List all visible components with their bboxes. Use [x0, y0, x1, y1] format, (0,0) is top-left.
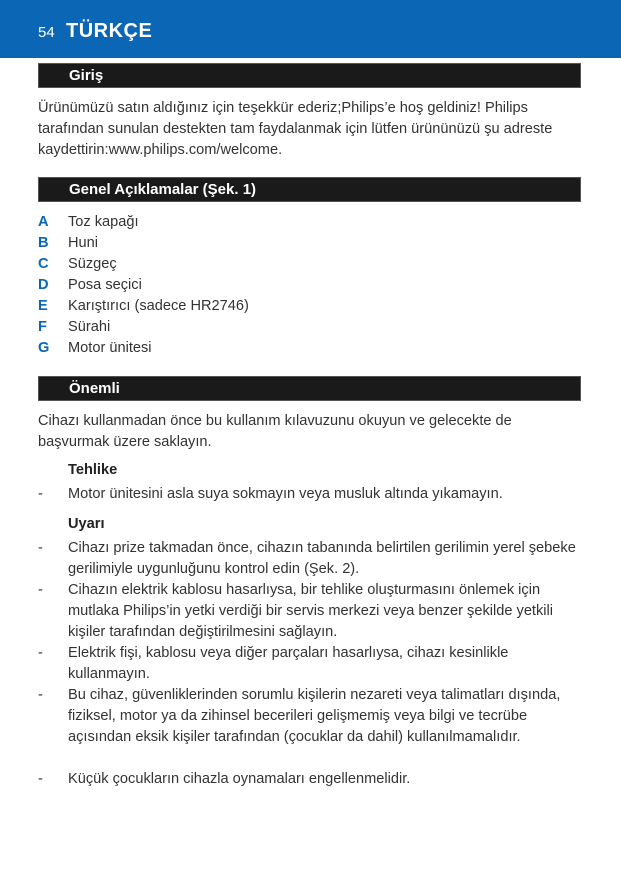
- section-bar-intro: [38, 63, 581, 88]
- section-title-overview: Genel Açıklamalar (Şek. 1): [69, 181, 257, 198]
- item-letter: A: [38, 214, 49, 230]
- page-number: 54: [38, 24, 55, 41]
- warning-heading: Uyarı: [68, 516, 105, 532]
- language-title: TÜRKÇE: [66, 20, 153, 42]
- danger-heading: Tehlike: [68, 462, 118, 478]
- item-text: Motor ünitesi: [68, 340, 152, 356]
- item-text: Huni: [68, 235, 99, 251]
- page-header: [0, 0, 621, 58]
- item-text: Süzgeç: [68, 256, 117, 272]
- section-title-important: Önemli: [69, 380, 120, 397]
- important-paragraph: Cihazı kullanmadan önce bu kullanım kılavuzunu okuyun ve gelecekte de başvurmak üzere saklayın.: [38, 413, 512, 450]
- bullet-dash: -: [38, 540, 43, 556]
- item-letter: D: [38, 277, 49, 293]
- bullet-dash: -: [38, 645, 43, 661]
- item-letter: B: [38, 235, 49, 251]
- section-title-intro: Giriş: [69, 67, 104, 84]
- item-letter: G: [38, 340, 50, 356]
- bullet-dash: -: [38, 582, 43, 598]
- bullet-dash: -: [38, 687, 43, 703]
- item-text: Posa seçici: [68, 277, 142, 293]
- bullet-text: Motor ünitesini asla suya sokmayın veya musluk altında yıkamayın.: [68, 486, 503, 502]
- item-letter: E: [38, 298, 48, 314]
- item-letter: C: [38, 256, 49, 272]
- bullet-text: Küçük çocukların cihazla oynamaları engellenmelidir.: [68, 771, 411, 787]
- section-bar-important: [38, 376, 581, 401]
- bullet-text: Cihazı prize takmadan önce, cihazın tabanında belirtilen gerilimin yerel şebeke gerilimiyle uygunluğunu kontrol edin (Şek. 2).: [68, 540, 576, 577]
- bullet-dash: -: [38, 486, 43, 502]
- section-bar-overview: [38, 177, 581, 202]
- bullet-text: Cihazın elektrik kablosu hasarlıysa, bir tehlike oluşturmasını önlemek için mutlaka Philips’in yetki verdiği bir servis merkezi veya benzer şekilde yetkili kişiler tarafından değiştirilmesini sağlayın.: [68, 582, 554, 640]
- bullet-dash: -: [38, 771, 43, 787]
- bullet-text: Bu cihaz, güvenliklerinden sorumlu kişilerin nezareti veya talimatları dışında, fiziksel, motor ya da zihinsel becerileri gelişmemiş veya bilgi ve tecrübe açısından eksik kişiler tarafından (çocuklar da dahil) kullanılmamalıdır.: [68, 687, 561, 745]
- intro-paragraph: Ürünümüzü satın aldığınız için teşekkür ederiz;Philips’e hoş geldiniz! Philips tarafından sunulan destekten tam faydalanmak için lütfen ürününüzü şu adreste kaydettirin:www.philips.com/welcome.: [38, 100, 553, 158]
- item-text: Toz kapağı: [68, 214, 139, 230]
- item-text: Sürahi: [68, 319, 111, 335]
- item-text: Karıştırıcı (sadece HR2746): [68, 298, 249, 314]
- item-letter: F: [38, 319, 47, 335]
- bullet-text: Elektrik fişi, kablosu veya diğer parçaları hasarlıysa, cihazı kesinlikle kullanmayın.: [68, 645, 509, 682]
